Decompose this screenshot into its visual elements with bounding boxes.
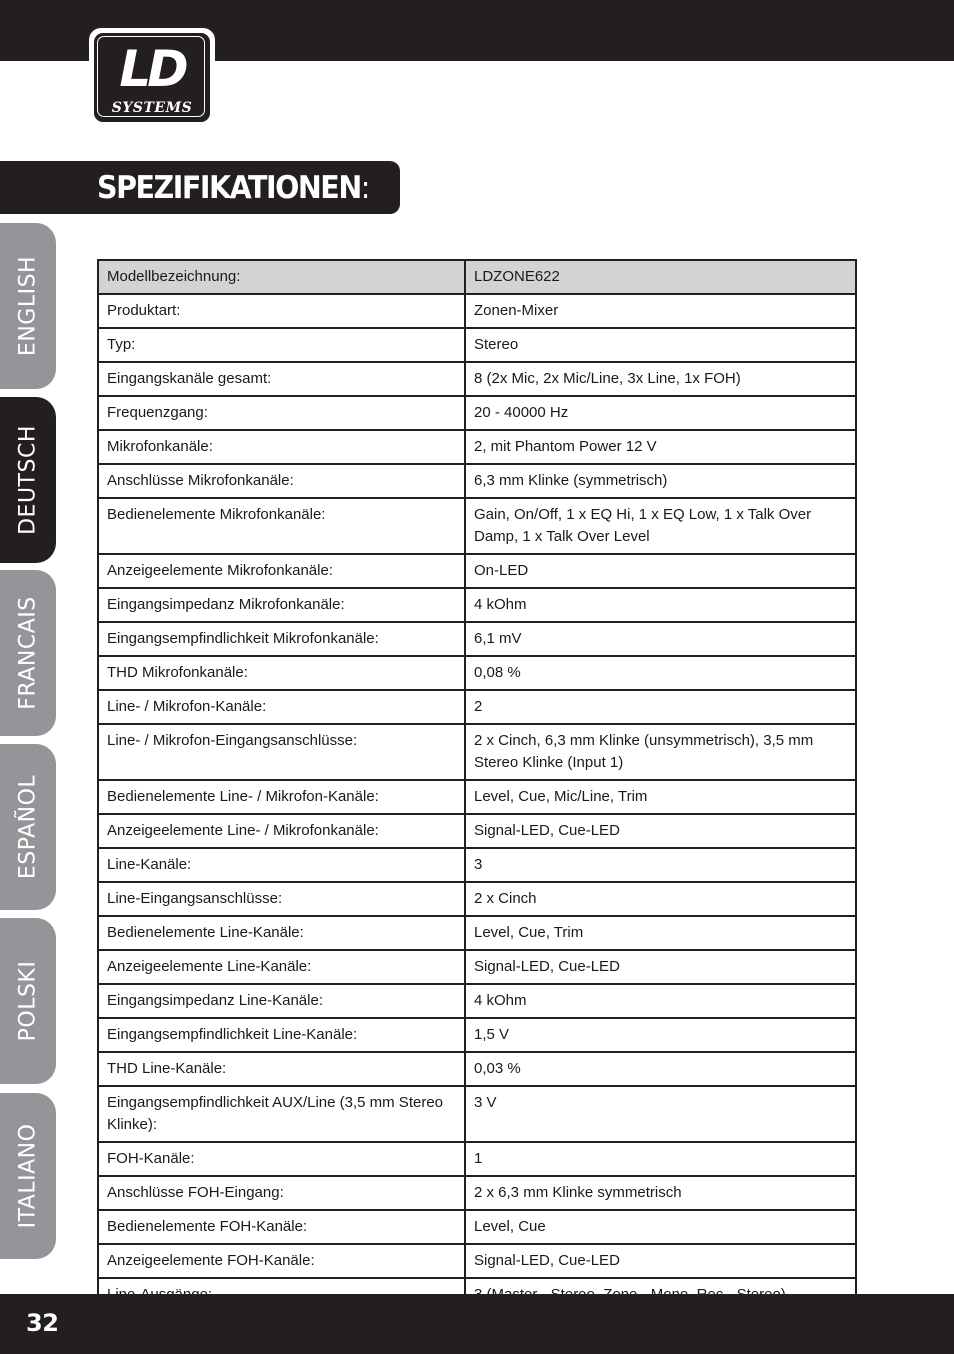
table-row (98, 950, 856, 984)
spec-label: Produktart: (98, 294, 465, 328)
spec-label: Bedienelemente Mikrofonkanäle: (98, 498, 465, 554)
table-row (98, 780, 856, 814)
page-title-text: SPEZIFIKATIONEN (97, 170, 361, 206)
spec-label: THD Mikrofonkanäle: (98, 656, 465, 690)
logo-main-text: LD (119, 40, 185, 98)
spec-label: Anschlüsse FOH-Eingang: (98, 1176, 465, 1210)
table-row (98, 848, 856, 882)
spec-value: 2 (465, 690, 856, 724)
ld-systems-logo (89, 28, 215, 127)
table-row (98, 1244, 856, 1278)
language-tab-deutsch[interactable] (0, 397, 56, 563)
spec-label: Eingangsempfindlichkeit Mikrofonkanäle: (98, 622, 465, 656)
language-tab-english[interactable] (0, 223, 56, 389)
table-row (98, 294, 856, 328)
spec-value: 4 kOhm (465, 984, 856, 1018)
table-row (98, 396, 856, 430)
spec-label: Line- / Mikrofon-Eingangsanschlüsse: (98, 724, 465, 780)
language-tab-label: POLSKI (15, 960, 41, 1042)
spec-value: Level, Cue (465, 1210, 856, 1244)
spec-value: 4 kOhm (465, 588, 856, 622)
language-tab-italiano[interactable] (0, 1093, 56, 1259)
table-row (98, 882, 856, 916)
spec-label: Mikrofonkanäle: (98, 430, 465, 464)
table-row (98, 1210, 856, 1244)
table-row (98, 464, 856, 498)
spec-value: 2 x Cinch, 6,3 mm Klinke (unsymmetrisch), 3,5 mm Stereo Klinke (Input 1) (465, 724, 856, 780)
spec-value: Level, Cue, Trim (465, 916, 856, 950)
table-row (98, 554, 856, 588)
spec-value: Signal-LED, Cue-LED (465, 950, 856, 984)
spec-label: Anzeigeelemente Line-Kanäle: (98, 950, 465, 984)
language-tab-label: ENGLISH (15, 255, 41, 357)
page-number: 32 (26, 1309, 59, 1337)
spec-label: Line-Kanäle: (98, 848, 465, 882)
table-row (98, 1086, 856, 1142)
spec-label: Anzeigeelemente Line- / Mikrofonkanäle: (98, 814, 465, 848)
spec-value: Level, Cue, Mic/Line, Trim (465, 780, 856, 814)
spec-value: Zonen-Mixer (465, 294, 856, 328)
language-tab-espanol[interactable] (0, 744, 56, 910)
spec-label: Bedienelemente FOH-Kanäle: (98, 1210, 465, 1244)
spec-value: 8 (2x Mic, 2x Mic/Line, 3x Line, 1x FOH) (465, 362, 856, 396)
page-title-colon: : (360, 170, 371, 206)
specifications-table (97, 259, 857, 1313)
language-tab-francais[interactable] (0, 570, 56, 736)
spec-value: 2 x 6,3 mm Klinke symmetrisch (465, 1176, 856, 1210)
spec-value: 1,5 V (465, 1018, 856, 1052)
table-row (98, 724, 856, 780)
spec-label: Eingangsempfindlichkeit AUX/Line (3,5 mm Stereo Klinke): (98, 1086, 465, 1142)
table-row (98, 260, 856, 294)
spec-value: 0,08 % (465, 656, 856, 690)
table-row (98, 690, 856, 724)
spec-value: 0,03 % (465, 1052, 856, 1086)
spec-value: 2 x Cinch (465, 882, 856, 916)
spec-value: Signal-LED, Cue-LED (465, 814, 856, 848)
spec-label: Anzeigeelemente Mikrofonkanäle: (98, 554, 465, 588)
spec-label: FOH-Kanäle: (98, 1142, 465, 1176)
spec-label: Bedienelemente Line-Kanäle: (98, 916, 465, 950)
spec-value: Signal-LED, Cue-LED (465, 1244, 856, 1278)
spec-label: Eingangsimpedanz Line-Kanäle: (98, 984, 465, 1018)
spec-label: Eingangskanäle gesamt: (98, 362, 465, 396)
table-row (98, 430, 856, 464)
spec-label: Anschlüsse Mikrofonkanäle: (98, 464, 465, 498)
table-row (98, 656, 856, 690)
table-row (98, 498, 856, 554)
spec-label: THD Line-Kanäle: (98, 1052, 465, 1086)
spec-value: 3 V (465, 1086, 856, 1142)
table-row (98, 1142, 856, 1176)
spec-value: Gain, On/Off, 1 x EQ Hi, 1 x EQ Low, 1 x Talk Over Damp, 1 x Talk Over Level (465, 498, 856, 554)
spec-label: Bedienelemente Line- / Mikrofon-Kanäle: (98, 780, 465, 814)
language-tab-label: ESPAÑOL (15, 774, 41, 880)
spec-value: 20 - 40000 Hz (465, 396, 856, 430)
spec-value: LDZONE622 (465, 260, 856, 294)
spec-label: Frequenzgang: (98, 396, 465, 430)
page-title (97, 168, 370, 208)
spec-label: Modellbezeichnung: (98, 260, 465, 294)
spec-value: 1 (465, 1142, 856, 1176)
table-row (98, 1018, 856, 1052)
bottom-bar (0, 1294, 954, 1354)
language-tab-label: ITALIANO (15, 1123, 41, 1229)
spec-label: Eingangsimpedanz Mikrofonkanäle: (98, 588, 465, 622)
table-row (98, 814, 856, 848)
table-row (98, 588, 856, 622)
spec-value: 3 (465, 848, 856, 882)
spec-value: 2, mit Phantom Power 12 V (465, 430, 856, 464)
language-tab-polski[interactable] (0, 918, 56, 1084)
spec-value: 6,3 mm Klinke (symmetrisch) (465, 464, 856, 498)
spec-label: Line-Eingangsanschlüsse: (98, 882, 465, 916)
table-row (98, 984, 856, 1018)
table-row (98, 916, 856, 950)
table-row (98, 1176, 856, 1210)
table-row (98, 1052, 856, 1086)
table-row (98, 622, 856, 656)
language-tab-label: FRANCAIS (15, 596, 41, 710)
spec-label: Line- / Mikrofon-Kanäle: (98, 690, 465, 724)
spec-value: 6,1 mV (465, 622, 856, 656)
spec-label: Anzeigeelemente FOH-Kanäle: (98, 1244, 465, 1278)
table-row (98, 328, 856, 362)
language-tab-label: DEUTSCH (15, 425, 41, 535)
spec-value: Stereo (465, 328, 856, 362)
spec-value: On-LED (465, 554, 856, 588)
table-row (98, 362, 856, 396)
logo-sub-text: SYSTEMS (111, 100, 193, 116)
spec-label: Typ: (98, 328, 465, 362)
spec-label: Eingangsempfindlichkeit Line-Kanäle: (98, 1018, 465, 1052)
